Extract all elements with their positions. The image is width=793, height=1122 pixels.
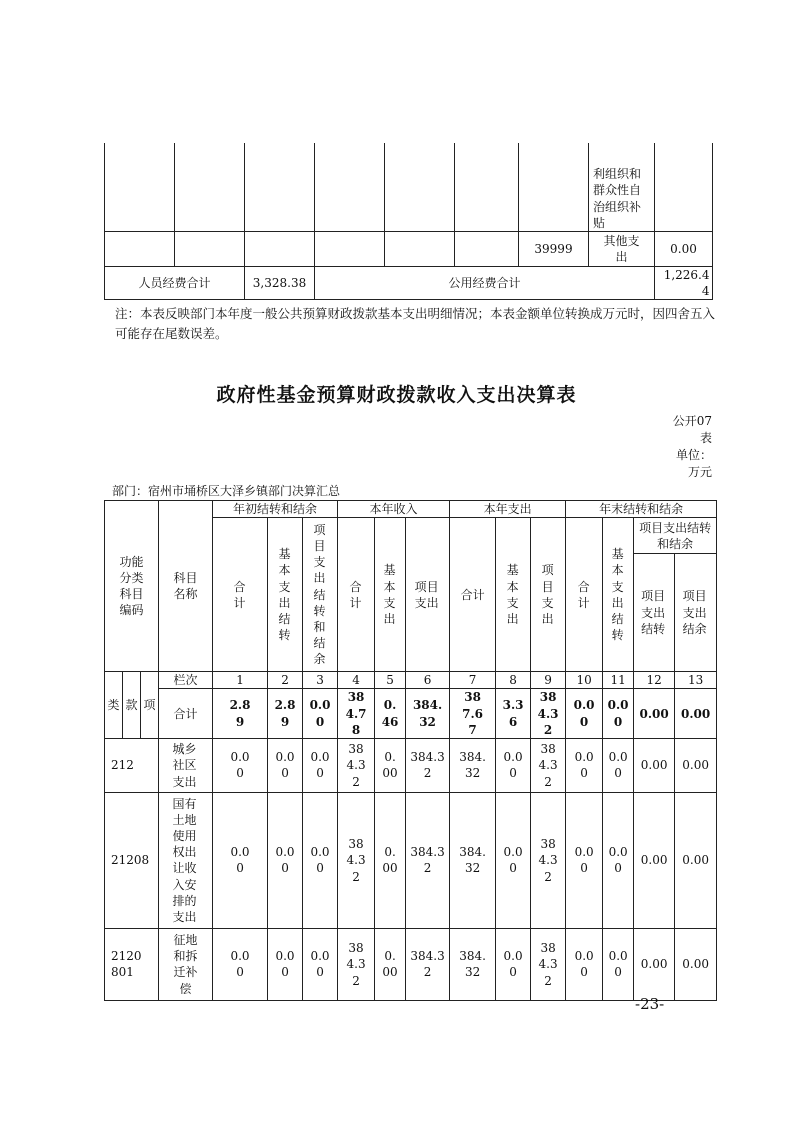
row-cell: 0.00 <box>213 928 268 1000</box>
row-cell: 0.00 <box>496 792 531 928</box>
row-cell: 0.00 <box>375 928 406 1000</box>
item-code: 39999 <box>519 232 589 267</box>
row-name: 征地和拆迁补偿 <box>159 928 213 1000</box>
department-label: 部门：宿州市埇桥区大泽乡镇部门决算汇总 <box>112 484 341 498</box>
row-cell: 0.00 <box>634 738 675 792</box>
header-begin-basic-carry: 基本支出结转 <box>268 518 303 672</box>
row-cell: 0.00 <box>213 792 268 928</box>
header-end-project-surplus: 项目支出结余 <box>675 554 717 672</box>
row-cell: 384.32 <box>338 928 375 1000</box>
col-no: 6 <box>406 672 450 689</box>
row-cell: 0.00 <box>303 928 338 1000</box>
row-name: 国有土地使用权出让收入安排的支出 <box>159 792 213 928</box>
header-row <box>105 501 717 518</box>
header-end-basic-carry: 基本支出结转 <box>603 518 634 672</box>
form-code-and-unit <box>672 413 712 481</box>
header-expense-basic: 基本支出 <box>496 518 531 672</box>
item-name: 其他支出 <box>589 232 655 267</box>
row-code: 2120801 <box>105 928 159 1000</box>
table-row <box>105 232 713 267</box>
total-cell: 2.89 <box>213 689 268 739</box>
row-cell: 0.00 <box>268 792 303 928</box>
row-cell: 0.00 <box>634 928 675 1000</box>
top-table <box>104 143 713 300</box>
total-cell: 0.00 <box>675 689 717 739</box>
personnel-value: 3,328.38 <box>245 267 315 300</box>
total-label: 合计 <box>159 689 213 739</box>
row-cell: 0.00 <box>303 738 338 792</box>
header-end-project-group: 项目支出结转和结余 <box>634 518 717 554</box>
total-cell: 387.67 <box>450 689 496 739</box>
row-cell: 0.00 <box>268 928 303 1000</box>
row-cell: 0.00 <box>675 738 717 792</box>
header-end-project-carry: 项目支出结转 <box>634 554 675 672</box>
col-no: 3 <box>303 672 338 689</box>
header-kuan: 款 <box>123 672 141 739</box>
header-end-balance: 年末结转和结余 <box>566 501 717 518</box>
row-cell: 384.32 <box>338 738 375 792</box>
col-no: 5 <box>375 672 406 689</box>
table-row <box>105 143 713 232</box>
public-value: 1,226.44 <box>655 267 713 300</box>
total-cell: 0.00 <box>634 689 675 739</box>
row-cell: 384.32 <box>338 792 375 928</box>
header-column-no: 栏次 <box>159 672 213 689</box>
row-cell: 384.32 <box>406 738 450 792</box>
personnel-label: 人员经费合计 <box>105 267 245 300</box>
form-code: 公开07表 <box>672 414 712 445</box>
row-cell: 0.00 <box>496 928 531 1000</box>
total-cell: 0.46 <box>375 689 406 739</box>
row-cell: 384.32 <box>406 928 450 1000</box>
total-cell: 2.89 <box>268 689 303 739</box>
header-end-total: 合计 <box>566 518 603 672</box>
total-cell: 384.32 <box>531 689 566 739</box>
header-income: 本年收入 <box>338 501 450 518</box>
col-no: 2 <box>268 672 303 689</box>
header-income-project: 项目支出 <box>406 518 450 672</box>
col-no: 10 <box>566 672 603 689</box>
header-begin-balance: 年初结转和结余 <box>213 501 338 518</box>
col-no: 7 <box>450 672 496 689</box>
row-cell: 384.32 <box>406 792 450 928</box>
total-row <box>105 689 717 739</box>
row-cell: 0.00 <box>496 738 531 792</box>
row-cell: 0.00 <box>213 738 268 792</box>
col-no: 4 <box>338 672 375 689</box>
header-xiang: 项 <box>141 672 159 739</box>
col-no: 1 <box>213 672 268 689</box>
row-cell: 384.32 <box>450 738 496 792</box>
row-cell: 0.00 <box>566 792 603 928</box>
table-row <box>105 738 717 792</box>
header-expense-total: 合计 <box>450 518 496 672</box>
header-subject-name: 科目名称 <box>159 501 213 672</box>
footnote: 注：本表反映部门本年度一般公共预算财政拨款基本支出明细情况；本表金额单位转换成万元时，因四舍五入可能存在尾数误差。 <box>115 306 716 341</box>
public-label: 公用经费合计 <box>315 267 655 300</box>
row-cell: 384.32 <box>450 792 496 928</box>
header-expense-project: 项目支出 <box>531 518 566 672</box>
row-cell: 0.00 <box>603 738 634 792</box>
row-cell: 0.00 <box>303 792 338 928</box>
row-cell: 0.00 <box>634 792 675 928</box>
total-cell: 3.36 <box>496 689 531 739</box>
row-name: 城乡社区支出 <box>159 738 213 792</box>
page-title: 政府性基金预算财政拨款收入支出决算表 <box>216 384 577 406</box>
col-no: 13 <box>675 672 717 689</box>
header-expense: 本年支出 <box>450 501 566 518</box>
total-cell: 0.00 <box>303 689 338 739</box>
row-code: 212 <box>105 738 159 792</box>
total-cell: 0.00 <box>566 689 603 739</box>
row-cell: 384.32 <box>531 792 566 928</box>
col-no: 8 <box>496 672 531 689</box>
unit-label: 单位：万元 <box>675 448 712 479</box>
row-cell: 384.32 <box>531 928 566 1000</box>
header-income-total: 合计 <box>338 518 375 672</box>
table-row <box>105 928 717 1000</box>
page-number: -23- <box>635 995 665 1013</box>
header-begin-project-carry: 项目支出结转和结余 <box>303 518 338 672</box>
row-code: 21208 <box>105 792 159 928</box>
total-cell: 0.00 <box>603 689 634 739</box>
column-number-row <box>105 672 717 689</box>
row-cell: 0.00 <box>375 792 406 928</box>
row-cell: 384.32 <box>531 738 566 792</box>
row-cell: 0.00 <box>566 928 603 1000</box>
col-no: 9 <box>531 672 566 689</box>
item-amount: 0.00 <box>655 232 713 267</box>
total-cell: 384.78 <box>338 689 375 739</box>
row-cell: 0.00 <box>603 928 634 1000</box>
header-func-code: 功能分类科目编码 <box>105 501 159 672</box>
row-cell: 384.32 <box>450 928 496 1000</box>
total-cell: 384.32 <box>406 689 450 739</box>
header-lei: 类 <box>105 672 123 739</box>
col-no: 11 <box>603 672 634 689</box>
row-cell: 0.00 <box>375 738 406 792</box>
summary-row <box>105 267 713 300</box>
row-cell: 0.00 <box>603 792 634 928</box>
row-cell: 0.00 <box>566 738 603 792</box>
table-row <box>105 792 717 928</box>
row-cell: 0.00 <box>675 792 717 928</box>
header-begin-total: 合计 <box>213 518 268 672</box>
row-cell: 0.00 <box>268 738 303 792</box>
fund-budget-table <box>104 500 717 1001</box>
row-cell: 0.00 <box>675 928 717 1000</box>
header-income-basic: 基本支出 <box>375 518 406 672</box>
category-name-fragment: 利组织和群众性自治组织补贴 <box>589 143 655 232</box>
col-no: 12 <box>634 672 675 689</box>
